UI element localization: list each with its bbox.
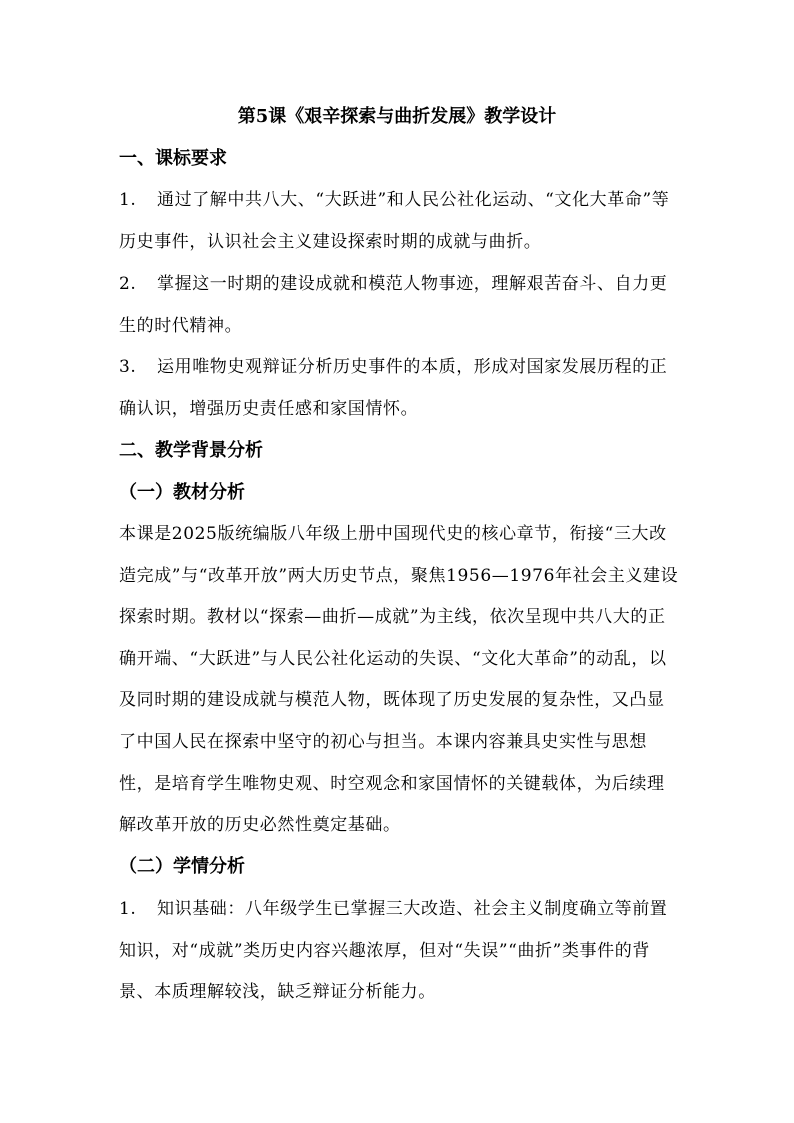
list-item-text: 运用唯物史观辩证分析历史事件的本质，形成对国家发展历程的正确认识，增强历史责任感和家国情怀。 <box>119 357 668 419</box>
section-heading-curriculum-requirements: 一、课标要求 <box>119 148 227 169</box>
list-item-number: 3. <box>119 357 137 377</box>
list-item-text: 知识基础：八年级学生已掌握三大改造、社会主义制度确立等前置知识，对“成就”类历史内容兴趣浓厚，但对“失误”“曲折”类事件的背景、本质理解较浅，缺乏辩证分析能力。 <box>119 899 668 1003</box>
list-item-number: 1. <box>119 190 137 210</box>
subsection-heading-textbook-analysis: （一）教材分析 <box>119 482 245 503</box>
list-item <box>119 889 679 1014</box>
document-title: 第5课《艰辛探索与曲折发展》教学设计 <box>237 106 557 127</box>
list-item <box>119 347 679 430</box>
list-item <box>119 264 679 347</box>
list-item-number: 2. <box>119 274 137 294</box>
list-item-text: 通过了解中共八大、“大跃进”和人民公社化运动、“文化大革命”等历史事件，认识社会主义建设探索时期的成就与曲折。 <box>119 190 670 252</box>
subsection-heading-student-analysis: （二）学情分析 <box>119 856 245 877</box>
textbook-analysis-paragraph: 本课是2025版统编版八年级上册中国现代史的核心章节，衔接“三大改造完成”与“改革开放”两大历史节点，聚焦1956—1976年社会主义建设探索时期。教材以“探索—曲折—成就”为主线，依次呈现中共八大的正确开端、“大跃进”与人民公社化运动的失误、“文化大革命”的动乱，以及同时期的建设成就与模范人物，既体现了历史发展的复杂性，又凸显了中国人民在探索中坚守的初心与担当。本课内容兼具史实性与思想性，是培育学生唯物史观、时空观念和家国情怀的关键载体，为后续理解改革开放的历史必然性奠定基础。 <box>119 524 679 836</box>
list-item <box>119 180 679 263</box>
list-item-number: 1. <box>119 899 137 919</box>
list-item-text: 掌握这一时期的建设成就和模范人物事迹，理解艰苦奋斗、自力更生的时代精神。 <box>119 274 668 336</box>
section-heading-teaching-background: 二、教学背景分析 <box>119 440 263 461</box>
